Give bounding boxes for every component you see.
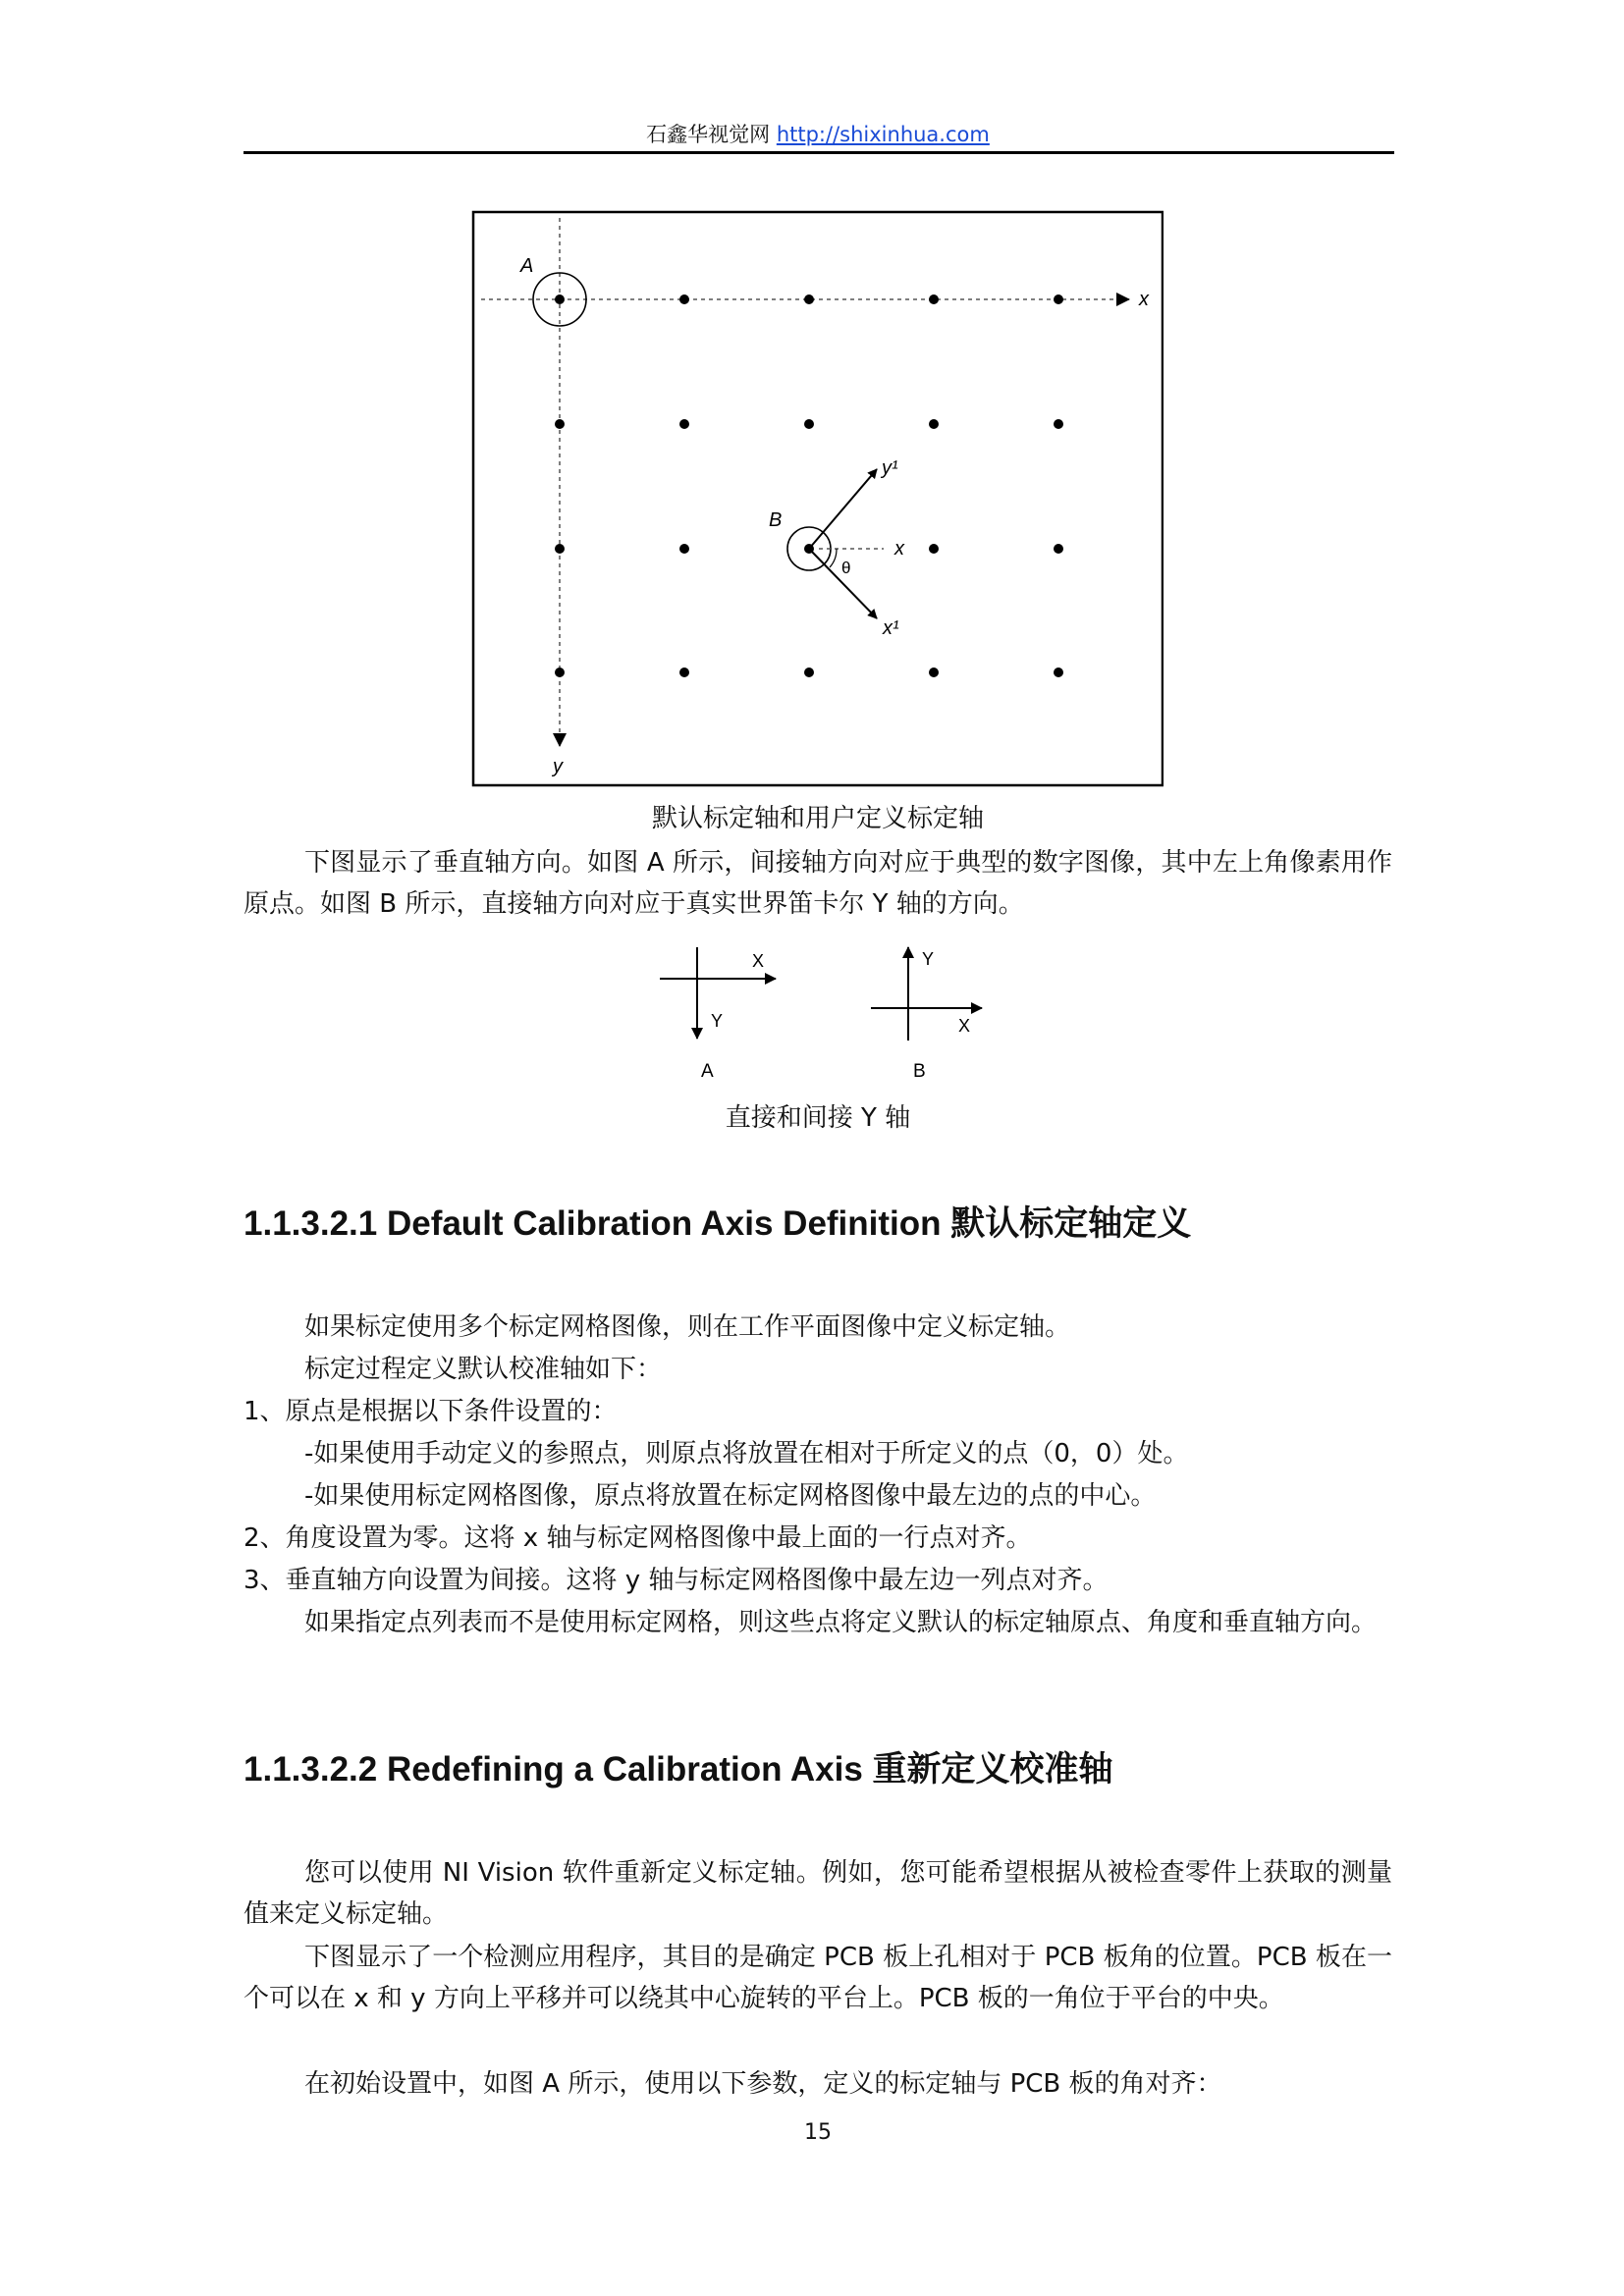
page-header (244, 116, 1392, 153)
section2-paragraph-2: 下图显示了一个检测应用程序，其目的是确定 PCB 板上孔相对于 PCB 板角的位置。PCB 板在一个可以在 x 和 y 方向上平移并可以绕其中心旋转的平台上。PCB 板的一角位于平台的中央。 (244, 1943, 1392, 2013)
label-a: A (520, 255, 534, 277)
section-heading-redefine-axis: 1.1.3.2.2 Redefining a Calibration Axis 重新定义校准轴 (244, 1750, 1113, 1789)
section-heading-default-axis: 1.1.3.2.1 Default Calibration Axis Definition 默认标定轴定义 (244, 1204, 1192, 1243)
section1-item-1: 1、原点是根据以下条件设置的： (244, 1397, 618, 1426)
page-number: 15 (804, 2120, 832, 2145)
section1-item-1b: -如果使用标定网格图像，原点将放置在标定网格图像中最左边的点的中心。 (304, 1481, 1157, 1511)
section1-item-1a: -如果使用手动定义的参照点，则原点将放置在相对于所定义的点（0，0）处。 (304, 1439, 1189, 1468)
section2-paragraph-1: 您可以使用 NI Vision 软件重新定义标定轴。例如，您可能希望根据从被检查零件上获取的测量值来定义标定轴。 (244, 1858, 1392, 1929)
section2-paragraph-3: 在初始设置中，如图 A 所示，使用以下参数，定义的标定轴与 PCB 板的角对齐： (304, 2069, 1222, 2099)
site-link[interactable]: http://shixinhua.com (776, 123, 990, 146)
label-x-user: x (894, 538, 904, 560)
section1-item-3: 3、垂直轴方向设置为间接。这将 y 轴与标定网格图像中最左边一列点对齐。 (244, 1566, 1109, 1595)
paragraph-axis-direction: 下图显示了垂直轴方向。如图 A 所示，间接轴方向对应于典型的数字图像，其中左上角像素用作原点。如图 B 所示，直接轴方向对应于真实世界笛卡尔 Y 轴的方向。 (244, 848, 1392, 919)
label-theta: θ (841, 559, 851, 577)
figure1-caption: 默认标定轴和用户定义标定轴 (651, 804, 984, 833)
section1-paragraph-3: 如果指定点列表而不是使用标定网格，则这些点将定义默认的标定轴原点、角度和垂直轴方向。 (304, 1608, 1378, 1637)
label-x: x (1139, 289, 1149, 310)
site-name: 石鑫华视觉网 (646, 123, 771, 146)
direct-y-label: Y (922, 949, 935, 969)
user-y1-axis (809, 469, 877, 549)
indirect-y-label: Y (711, 1011, 724, 1031)
label-x1: x¹ (883, 617, 899, 639)
indirect-label: A (701, 1061, 714, 1082)
figure2-caption: 直接和间接 Y 轴 (725, 1103, 911, 1133)
direct-x-label: X (958, 1016, 971, 1036)
header-divider (244, 151, 1394, 154)
label-y1: y¹ (882, 457, 898, 479)
section1-paragraph-1: 如果标定使用多个标定网格图像，则在工作平面图像中定义标定轴。 (304, 1312, 1071, 1342)
calibration-axis-figure (471, 210, 1164, 787)
grid-dots (555, 294, 1063, 677)
axis-orientation-figure (648, 944, 1001, 1082)
indirect-x-label: X (752, 951, 765, 971)
direct-label: B (913, 1061, 926, 1082)
label-y: y (553, 756, 563, 777)
label-b: B (769, 509, 783, 531)
section1-item-2: 2、角度设置为零。这将 x 轴与标定网格图像中最上面的一行点对齐。 (244, 1523, 1032, 1553)
section1-paragraph-2: 标定过程定义默认校准轴如下： (304, 1355, 663, 1384)
